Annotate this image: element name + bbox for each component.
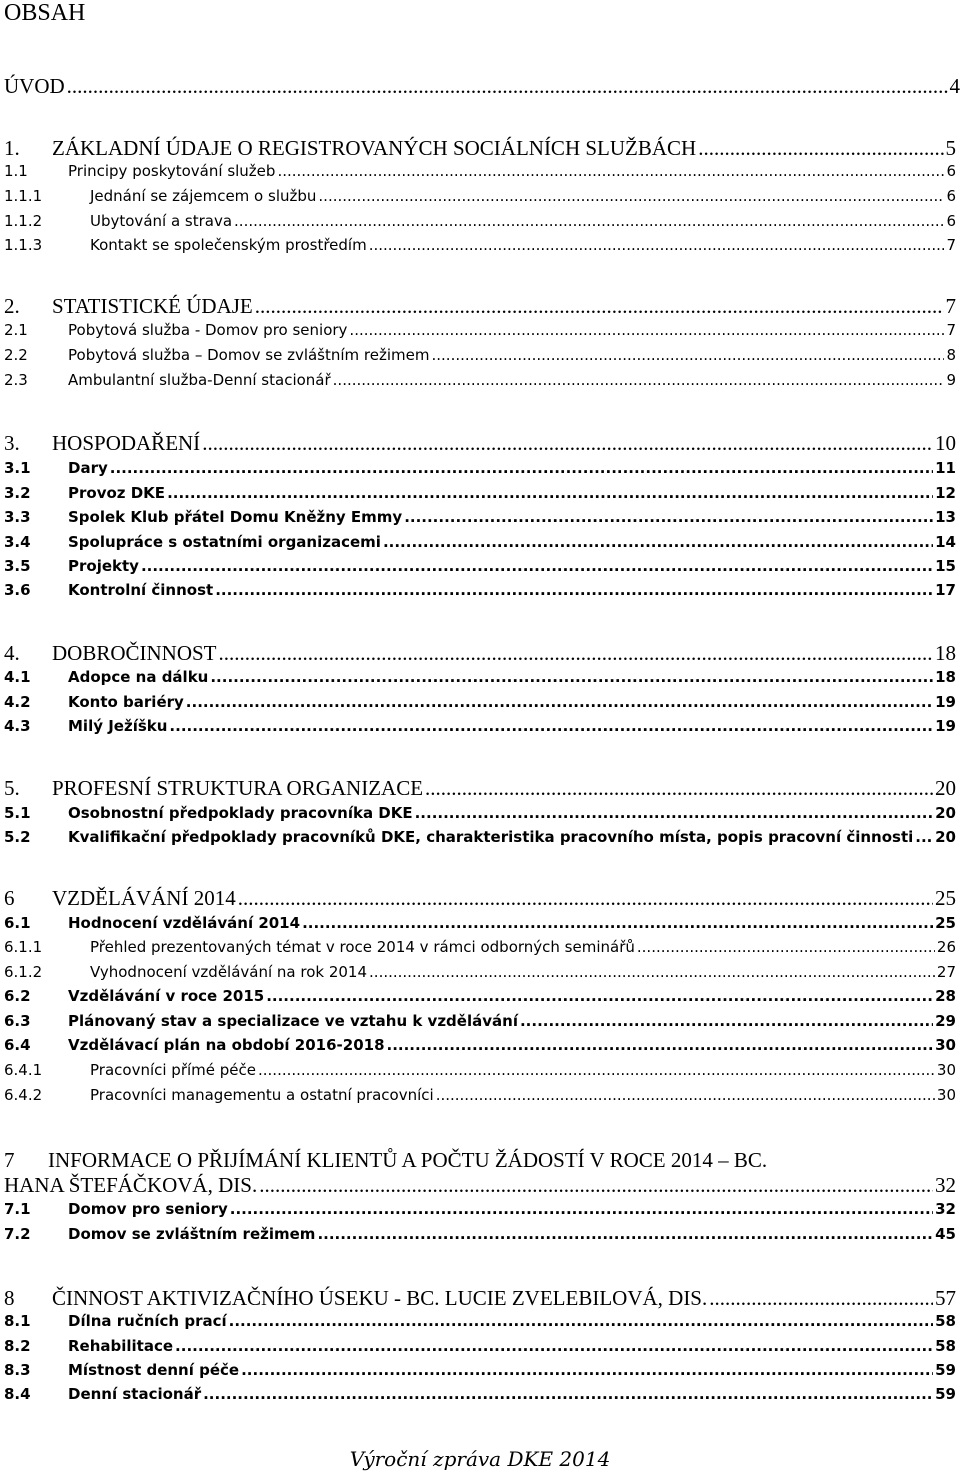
toc-page-number: 17	[935, 581, 956, 599]
toc-leader	[277, 162, 944, 180]
toc-entry[interactable]	[0, 459, 960, 477]
toc-entry[interactable]	[0, 533, 960, 551]
toc-title: Ubytování a strava	[90, 212, 233, 230]
toc-leader	[383, 533, 933, 551]
toc-title: Kontakt se společenským prostředím	[90, 236, 367, 254]
toc-leader	[258, 1061, 935, 1079]
toc-entry[interactable]	[0, 1061, 960, 1079]
toc-leader	[520, 1012, 933, 1030]
toc-page-number: 7	[946, 321, 956, 339]
toc-leader	[259, 1173, 933, 1198]
toc-number: 3.	[4, 431, 20, 455]
toc-entry[interactable]	[0, 1012, 960, 1030]
toc-number: 3.6	[4, 581, 31, 599]
toc-title: Vyhodnocení vzdělávání na rok 2014	[90, 963, 368, 981]
toc-leader	[110, 459, 933, 477]
toc-title: PROFESNÍ STRUKTURA ORGANIZACE	[52, 776, 424, 800]
toc-page-number: 58	[935, 1337, 956, 1355]
toc-number: 6.4	[4, 1036, 31, 1054]
toc-title: Domov se zvláštním režimem	[68, 1225, 316, 1243]
toc-leader	[210, 668, 933, 686]
toc-leader	[637, 938, 935, 956]
toc-title: Spolupráce s ostatními organizacemi	[68, 533, 381, 551]
toc-page-number: 30	[936, 1086, 956, 1104]
toc-entry-7-line1[interactable]	[4, 1148, 767, 1173]
toc-leader	[169, 717, 933, 735]
toc-leader	[186, 693, 933, 711]
toc-number: 6.2	[4, 987, 31, 1005]
toc-entry[interactable]	[0, 371, 960, 389]
toc-title: Osobnostní předpoklady pracovníka DKE	[68, 804, 413, 822]
toc-leader	[436, 1086, 935, 1104]
toc-number: 6.1.1	[4, 938, 43, 956]
toc-leader	[369, 236, 945, 254]
toc-entry[interactable]	[0, 1225, 960, 1243]
toc-leader	[215, 581, 933, 599]
toc-page-number: 32	[935, 1173, 956, 1197]
toc-title: Kvalifikační předpoklady pracovníků DKE, charakteristika pracovního místa, popis pracovní činnosti	[68, 828, 914, 846]
toc-number: 4.3	[4, 717, 31, 735]
toc-title: Přehled prezentovaných témat v roce 2014 v rámci odborných seminářů	[90, 938, 635, 956]
toc-number: 8.4	[4, 1385, 31, 1403]
toc-entry[interactable]	[0, 187, 960, 205]
toc-leader	[167, 484, 933, 502]
toc-title: Vzdělávací plán na období 2016-2018	[68, 1036, 385, 1054]
toc-title: STATISTICKÉ ÚDAJE	[52, 294, 253, 318]
toc-entry[interactable]	[0, 162, 960, 180]
toc-page-number: 30	[936, 1061, 956, 1079]
toc-number: 1.1.3	[4, 236, 43, 254]
toc-title: Vzdělávání v roce 2015	[68, 987, 265, 1005]
toc-entry[interactable]	[0, 1036, 960, 1054]
toc-number: 7.2	[4, 1225, 31, 1243]
toc-page-number: 25	[935, 886, 956, 910]
toc-page-number: 20	[935, 804, 956, 822]
toc-number: 1.1.2	[4, 212, 43, 230]
toc-number: 5.	[4, 776, 20, 800]
toc-entry[interactable]	[0, 581, 960, 599]
toc-entry[interactable]	[0, 1361, 960, 1379]
page-footer: Výroční zpráva DKE 2014	[349, 1447, 611, 1471]
toc-title: Spolek Klub přátel Domu Kněžny Emmy	[68, 508, 403, 526]
toc-entry[interactable]	[0, 431, 960, 456]
toc-entry[interactable]	[0, 1337, 960, 1355]
toc-page-number: 18	[935, 641, 956, 665]
toc-number: 7.1	[4, 1200, 31, 1218]
toc-leader	[234, 212, 944, 230]
toc-page-number: 8	[946, 346, 956, 364]
toc-leader	[230, 1200, 933, 1218]
toc-number: 8.1	[4, 1312, 31, 1330]
toc-entry[interactable]	[0, 693, 960, 711]
toc-title: Hodnocení vzdělávání 2014	[68, 914, 301, 932]
toc-leader	[255, 294, 944, 319]
toc-number: 1.	[4, 136, 20, 160]
toc-entry[interactable]	[0, 668, 960, 686]
toc-number: 4.	[4, 641, 20, 665]
toc-number: 3.4	[4, 533, 31, 551]
toc-number: 2.2	[4, 346, 28, 364]
toc-title: ZÁKLADNÍ ÚDAJE O REGISTROVANÝCH SOCIÁLNÍCH SLUŽBÁCH	[52, 136, 697, 160]
toc-title: Jednání se zájemcem o službu	[90, 187, 317, 205]
toc-leader	[349, 321, 944, 339]
toc-entry[interactable]	[0, 1200, 960, 1218]
toc-entry[interactable]	[0, 508, 960, 526]
toc-number: 1.1.1	[4, 187, 43, 205]
toc-leader	[141, 557, 933, 575]
toc-number: 7	[4, 1148, 15, 1172]
toc-title: Pracovníci přímé péče	[90, 1061, 256, 1079]
toc-page-number: 6	[946, 212, 956, 230]
toc-page-number: 6	[946, 162, 956, 180]
toc-leader	[238, 886, 933, 911]
toc-entry[interactable]	[0, 914, 960, 932]
toc-page-number: 14	[935, 533, 956, 551]
toc-entry[interactable]	[0, 963, 960, 981]
toc-page-number: 5	[945, 136, 956, 160]
toc-leader	[333, 371, 945, 389]
toc-page-number: 7	[946, 236, 956, 254]
toc-entry[interactable]	[0, 828, 960, 846]
toc-title: DOBROČINNOST	[52, 641, 217, 665]
toc-number: 4.1	[4, 668, 31, 686]
toc-page-number: 11	[935, 459, 956, 477]
toc-number: 5.1	[4, 804, 31, 822]
toc-entry[interactable]	[0, 1312, 960, 1330]
toc-number: 3.5	[4, 557, 31, 575]
toc-page-number: 57	[935, 1286, 956, 1310]
toc-title: Ambulantní služba-Denní stacionář	[68, 371, 331, 389]
toc-leader	[415, 804, 934, 822]
toc-page-number: 6	[946, 187, 956, 205]
toc-page-number: 18	[935, 668, 956, 686]
toc-number: 6.1.2	[4, 963, 43, 981]
toc-number: 2.3	[4, 371, 28, 389]
toc-title: Rehabilitace	[68, 1337, 174, 1355]
toc-leader	[317, 1225, 933, 1243]
toc-title: VZDĚLÁVÁNÍ 2014	[52, 886, 236, 910]
toc-entry[interactable]	[0, 484, 960, 502]
toc-title: Místnost denní péče	[68, 1361, 240, 1379]
toc-title: Dary	[68, 459, 108, 477]
toc-number: 3.3	[4, 508, 31, 526]
toc-entry[interactable]	[0, 987, 960, 1005]
toc-leader	[175, 1337, 933, 1355]
toc-number: 8	[4, 1286, 15, 1310]
toc-title: Pobytová služba – Domov se zvláštním režimem	[68, 346, 430, 364]
toc-page-number: 20	[935, 828, 956, 846]
toc-leader	[67, 74, 948, 99]
toc-number: 2.1	[4, 321, 28, 339]
toc-leader	[425, 776, 933, 801]
toc-entry[interactable]	[0, 804, 960, 822]
toc-title: Principy poskytování služeb	[68, 162, 276, 180]
toc-number: 1.1	[4, 162, 28, 180]
toc-title: Provoz DKE	[68, 484, 166, 502]
toc-page-number: 25	[935, 914, 956, 932]
toc-page-number: 12	[935, 484, 956, 502]
toc-entry[interactable]	[0, 1385, 960, 1403]
toc-page-number: 59	[935, 1361, 956, 1379]
toc-entry[interactable]	[0, 74, 960, 99]
toc-page-number: 15	[935, 557, 956, 575]
toc-page-number: 26	[936, 938, 956, 956]
toc-entry[interactable]	[0, 1086, 960, 1104]
toc-leader	[369, 963, 935, 981]
toc-page-number: 28	[935, 987, 956, 1005]
toc-number: 3.2	[4, 484, 31, 502]
toc-title: HOSPODAŘENÍ	[52, 431, 201, 455]
toc-title: Pracovníci managementu a ostatní pracovníci	[90, 1086, 434, 1104]
toc-leader	[241, 1361, 933, 1379]
toc-entry[interactable]	[0, 321, 960, 339]
toc-page-number: 45	[935, 1225, 956, 1243]
toc-leader	[266, 987, 933, 1005]
toc-page-number: 20	[935, 776, 956, 800]
toc-title: Kontrolní činnost	[68, 581, 214, 599]
toc-title: HANA ŠTEFÁČKOVÁ, DIS.	[4, 1173, 258, 1197]
toc-entry[interactable]	[0, 886, 960, 911]
toc-page-number: 27	[936, 963, 956, 981]
toc-number: 8.2	[4, 1337, 31, 1355]
toc-page-number: 29	[935, 1012, 956, 1030]
toc-title: Pobytová služba - Domov pro seniory	[68, 321, 348, 339]
toc-leader	[229, 1312, 933, 1330]
toc-page-number: 30	[935, 1036, 956, 1054]
toc-title: ČINNOST AKTIVIZAČNÍHO ÚSEKU - BC. LUCIE ZVELEBILOVÁ, DIS.	[52, 1286, 708, 1310]
toc-entry[interactable]	[0, 776, 960, 801]
toc-page-number: 4	[949, 74, 960, 98]
toc-title: Projekty	[68, 557, 139, 575]
toc-title: ÚVOD	[4, 74, 65, 98]
toc-leader	[318, 187, 944, 205]
toc-entry[interactable]	[0, 294, 960, 319]
toc-title: Adopce na dálku	[68, 668, 209, 686]
toc-leader	[202, 431, 933, 456]
toc-number: 3.1	[4, 459, 31, 477]
toc-page-number: 7	[945, 294, 956, 318]
toc-number: 8.3	[4, 1361, 31, 1379]
toc-number: 4.2	[4, 693, 31, 711]
toc-number: 2.	[4, 294, 20, 318]
toc-title: Plánovaný stav a specializace ve vztahu k vzdělávání	[68, 1012, 518, 1030]
toc-leader	[203, 1385, 933, 1403]
toc-leader	[219, 641, 933, 666]
toc-entry[interactable]	[0, 136, 960, 161]
toc-entry[interactable]	[0, 641, 960, 666]
toc-entry[interactable]	[0, 1286, 960, 1311]
toc-number: 6.3	[4, 1012, 31, 1030]
toc-number: 6.4.1	[4, 1061, 43, 1079]
toc-leader	[404, 508, 933, 526]
toc-page-number: 58	[935, 1312, 956, 1330]
toc-entry[interactable]	[0, 717, 960, 735]
toc-page-number: 59	[935, 1385, 956, 1403]
toc-leader	[709, 1286, 933, 1311]
toc-entry-7-line2[interactable]	[0, 1173, 960, 1198]
toc-number: 6.1	[4, 914, 31, 932]
toc-leader	[698, 136, 943, 161]
toc-leader	[387, 1036, 934, 1054]
toc-title: INFORMACE O PŘIJÍMÁNÍ KLIENTŮ A POČTU ŽÁDOSTÍ V ROCE 2014 – BC.	[48, 1148, 768, 1172]
toc-leader	[915, 828, 933, 846]
toc-title: Konto bariéry	[68, 693, 184, 711]
toc-leader	[432, 346, 945, 364]
toc-title: Domov pro seniory	[68, 1200, 228, 1218]
toc-title: Denní stacionář	[68, 1385, 202, 1403]
toc-number: 6	[4, 886, 15, 910]
toc-entry[interactable]	[0, 938, 960, 956]
toc-entry[interactable]	[0, 212, 960, 230]
toc-title: Dílna ručních prací	[68, 1312, 227, 1330]
toc-entry[interactable]	[0, 346, 960, 364]
toc-page-number: 32	[935, 1200, 956, 1218]
toc-page-number: 10	[935, 431, 956, 455]
toc-page-number: 13	[935, 508, 956, 526]
toc-entry[interactable]	[0, 236, 960, 254]
toc-leader	[302, 914, 933, 932]
toc-number: 5.2	[4, 828, 31, 846]
toc-number: 6.4.2	[4, 1086, 43, 1104]
page-title: OBSAH	[4, 0, 86, 26]
toc-page-number: 9	[946, 371, 956, 389]
toc-entry[interactable]	[0, 557, 960, 575]
toc-page-number: 19	[935, 717, 956, 735]
toc-page-number: 19	[935, 693, 956, 711]
toc-title: Milý Ježíšku	[68, 717, 168, 735]
